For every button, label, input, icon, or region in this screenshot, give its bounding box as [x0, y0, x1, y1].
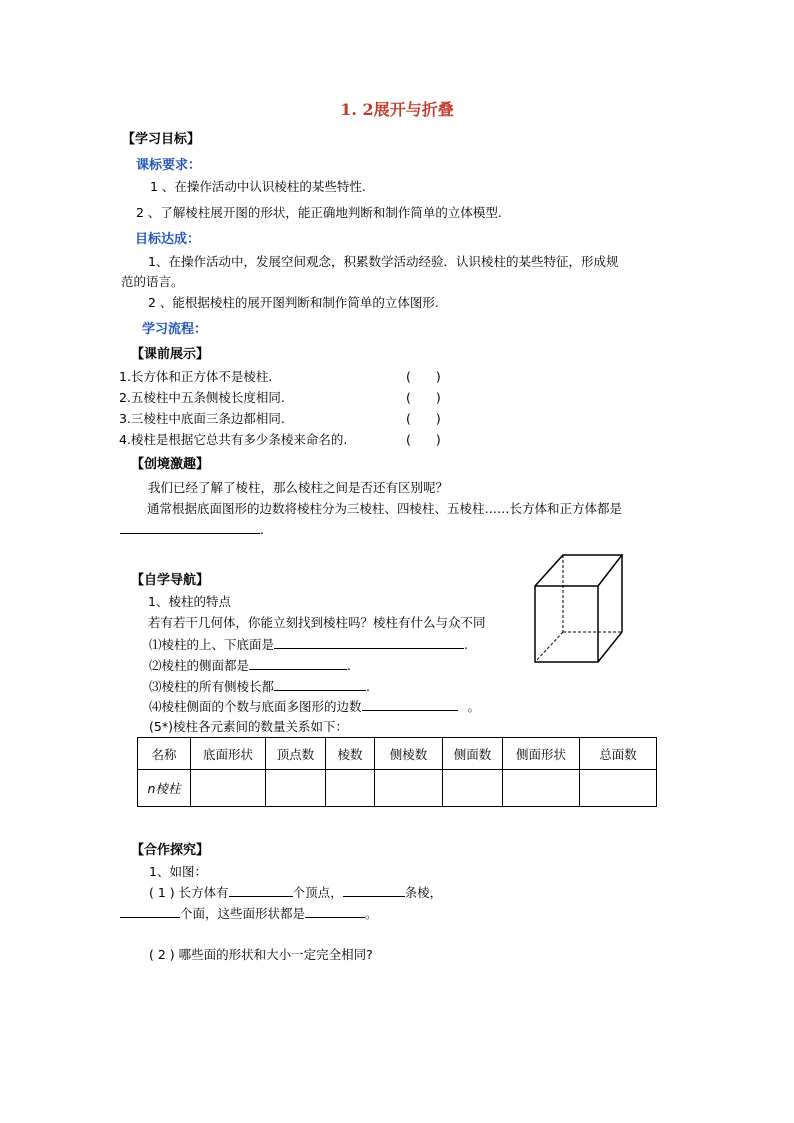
situation-heading: 【创境激趣】 [131, 457, 210, 472]
achieve-item-1-line1: 1、在操作活动中，发展空间观念，积累数学活动经验．认识棱柱的某些特征，形成规 [148, 254, 619, 269]
table-header-cell: 名称 [138, 738, 191, 770]
situation-line-1: 我们已经了解了棱柱，那么棱柱之间是否还有区别呢？ [148, 480, 449, 495]
cuboid-figure [528, 552, 624, 664]
coop-heading: 【合作探究】 [131, 843, 210, 858]
table-cell-vertices[interactable] [266, 770, 326, 807]
table-header-row [138, 738, 657, 770]
situation-line-3 [120, 521, 264, 539]
table-row [138, 770, 657, 807]
question-1 [149, 636, 468, 654]
preview-heading: 【课前展示】 [131, 347, 210, 362]
answer-paren-4[interactable]: ( ) [406, 432, 441, 447]
question-3-end: . [366, 679, 370, 694]
preview-item-3: 3.三棱柱中底面三条边都相同. [119, 411, 285, 426]
prism-intro: 若有若干几何体，你能立刻找到棱柱吗？棱柱有什么与众不同 [148, 615, 486, 630]
cuboid-bottom-right-edge [598, 632, 622, 662]
question-4-text: ⑷棱柱侧面的个数与底面多图形的边数 [149, 699, 362, 714]
prism-property-table [137, 737, 657, 807]
table-header-cell: 顶点数 [266, 738, 326, 770]
table-header-cell: 侧面数 [443, 738, 503, 770]
table-header-cell: 棱数 [326, 738, 375, 770]
achieve-item-2: 2 、能根据棱柱的展开图判断和制作简单的立体图形. [148, 295, 439, 310]
achieve-item-1-line2: 范的语言。 [121, 274, 184, 289]
coop-q1-e: 。 [365, 906, 378, 921]
table-cell-base-shape[interactable] [191, 770, 266, 807]
situation-line-2: 通常根据底面图形的边数将棱柱分为三棱柱、四棱柱、五棱柱……长方体和正方体都是 [147, 501, 623, 516]
table-header-cell: 侧棱数 [375, 738, 443, 770]
coop-q1-b: 个顶点， [292, 885, 343, 900]
question-3 [149, 678, 370, 696]
question-5: (5*)棱柱各元素间的数量关系如下： [149, 719, 348, 734]
coop-question-1-line1 [149, 884, 442, 902]
flow-heading: 学习流程： [142, 322, 208, 337]
page-title: 1. 2展开与折叠 [340, 100, 454, 119]
coop-item: 1、如图： [149, 864, 207, 879]
faces-blank[interactable] [120, 905, 180, 918]
preview-item-4: 4.棱柱是根据它总共有多少条棱来命名的. [119, 432, 348, 447]
face-shape-blank[interactable] [305, 905, 365, 918]
goals-heading: 【学习目标】 [122, 132, 201, 147]
table-row-label: n棱柱 [138, 770, 191, 807]
table-cell-total-faces[interactable] [580, 770, 657, 807]
question-4-end: 。 [467, 699, 481, 714]
question-1-blank[interactable] [274, 636, 464, 649]
standard-heading: 课标要求： [136, 158, 202, 173]
table-cell-edges[interactable] [326, 770, 375, 807]
table-header-cell: 侧面形状 [503, 738, 580, 770]
cuboid-top-face [535, 555, 622, 586]
question-2-end: . [347, 658, 351, 673]
coop-question-1-line2 [120, 905, 378, 923]
question-3-text: ⑶棱柱的所有侧棱长都 [149, 679, 275, 694]
table-cell-lateral-edges[interactable] [375, 770, 443, 807]
table-header-cell: 总面数 [580, 738, 657, 770]
preview-item-2: 2.五棱柱中五条侧棱长度相同. [119, 390, 285, 405]
question-2-blank[interactable] [249, 657, 347, 670]
question-1-text: ⑴棱柱的上、下底面是 [149, 637, 275, 652]
question-4-blank[interactable] [362, 698, 458, 711]
coop-q1-a: ( 1 ) 长方体有 [149, 885, 229, 900]
question-2-text: ⑵棱柱的侧面都是 [149, 658, 250, 673]
question-1-end: . [464, 637, 468, 652]
standard-item-1: 1 、在操作活动中认识棱柱的某些特性. [150, 179, 366, 194]
preview-item-1: 1.长方体和正方体不是棱柱. [119, 369, 273, 384]
cuboid-hidden-diagonal-edge [535, 632, 563, 662]
answer-paren-1[interactable]: ( ) [406, 369, 441, 384]
question-2 [149, 657, 351, 675]
answer-paren-3[interactable]: ( ) [406, 411, 441, 426]
achieve-heading: 目标达成： [135, 232, 201, 247]
coop-q1-c: 条棱， [404, 885, 443, 900]
edges-blank[interactable] [343, 884, 405, 897]
answer-paren-2[interactable]: ( ) [406, 390, 441, 405]
table-cell-lateral-faces[interactable] [443, 770, 503, 807]
prism-features-title: 1、棱柱的特点 [148, 594, 231, 609]
question-3-blank[interactable] [274, 678, 366, 691]
cuboid-front-face [535, 586, 598, 662]
table-header-cell: 底面形状 [191, 738, 266, 770]
coop-q1-d: 个面，这些面形状都是 [180, 906, 306, 921]
standard-item-2: 2 、了解棱柱展开图的形状，能正确地判断和制作简单的立体模型. [136, 205, 502, 220]
coop-question-2: ( 2 ) 哪些面的形状和大小一定完全相同? [149, 947, 373, 962]
self-study-heading: 【自学导航】 [131, 573, 210, 588]
table-cell-lateral-shape[interactable] [503, 770, 580, 807]
situation-blank[interactable] [120, 521, 260, 534]
question-4 [149, 698, 480, 716]
vertices-blank[interactable] [229, 884, 293, 897]
situation-line-3-end: . [260, 522, 264, 537]
